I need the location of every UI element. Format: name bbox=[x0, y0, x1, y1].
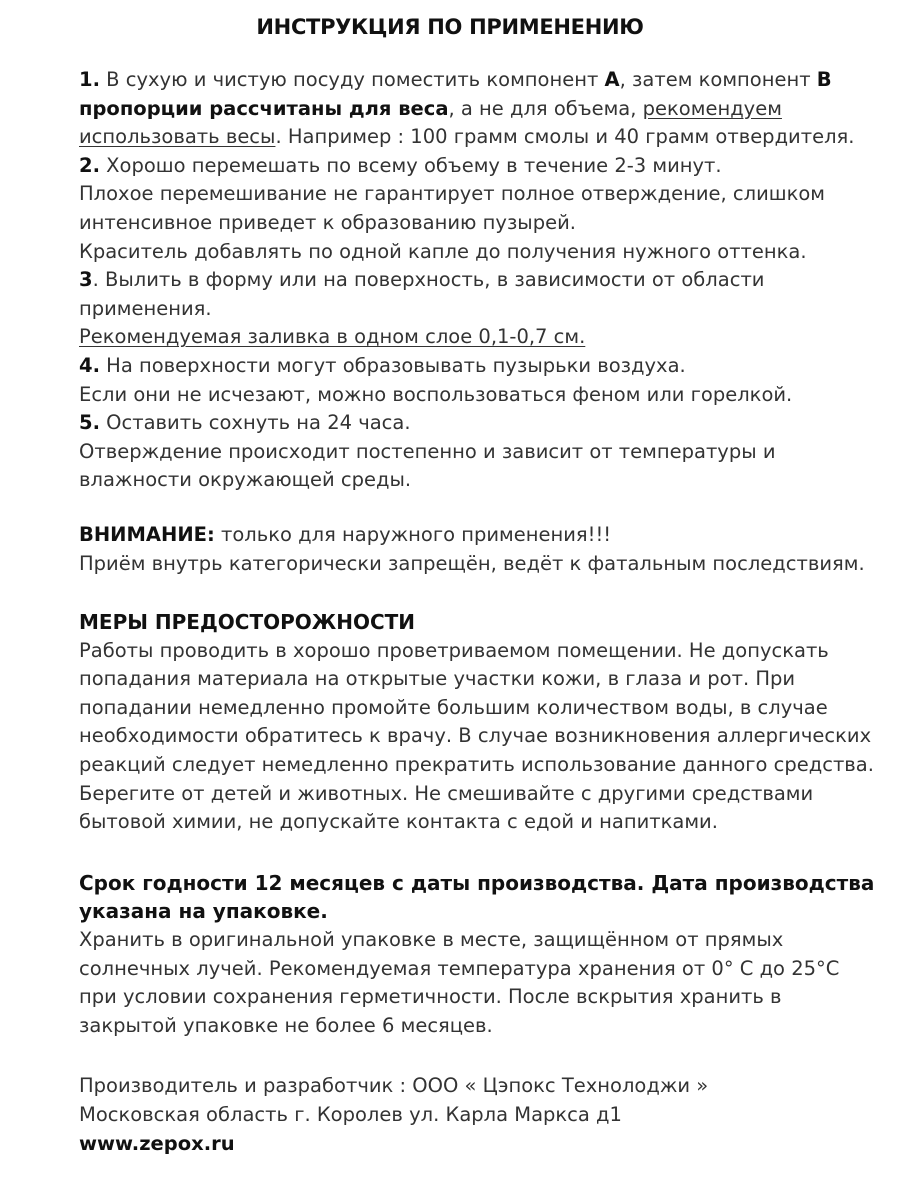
step-2 bbox=[79, 152, 879, 181]
precautions-text: Работы проводить в хорошо проветриваемом помещении. Не допускать попадания материала на открытые участки кожи, в глаза и рот. При попадании немедленно промойте большим количеством воды, в случае необходимости обратитесь к врачу. В случае возникновения аллергических реакций следует немедленно прекратить использование данного средства. Берегите от детей и животных. Не смешивайте с другими средствами бытовой химии, не допускайте контакта с едой и напитками. bbox=[79, 638, 874, 834]
storage-text: Хранить в оригинальной упаковке в месте, защищённом от прямых солнечных лучей. Рекомендуемая температура хранения от 0° С до 25°С при условии сохранения герметичности. После вскрытия хранить в закрытой упаковке не более 6 месяцев. bbox=[79, 928, 840, 1037]
spacer bbox=[79, 578, 879, 608]
step-2-text: Хорошо перемешать по всему объему в течение 2-3 минут. bbox=[99, 153, 722, 177]
step-5 bbox=[79, 409, 879, 438]
step-4-line-2: Если они не исчезают, можно воспользоваться феном или горелкой. bbox=[79, 382, 793, 406]
step-5-number: 5. bbox=[79, 411, 100, 435]
component-b-proportions: В пропорции рассчитаны для веса bbox=[79, 68, 832, 120]
step-3-number: 3 bbox=[79, 268, 93, 292]
step-3 bbox=[79, 266, 879, 323]
page-title: ИНСТРУКЦИЯ ПО ПРИМЕНЕНИЮ bbox=[256, 15, 644, 39]
warning-label: ВНИМАНИЕ: bbox=[79, 522, 215, 546]
step-1 bbox=[79, 66, 879, 152]
manufacturer: Производитель и разработчик : ООО « Цэпокс Технолоджи » bbox=[79, 1074, 709, 1098]
spacer bbox=[79, 837, 879, 869]
step-2-number: 2. bbox=[79, 153, 100, 177]
step-3-text: . Вылить в форму или на поверхность, в зависимости от области применения. bbox=[79, 268, 765, 320]
step-1-number: 1. bbox=[79, 68, 100, 91]
address: Московская область г. Королев ул. Карла Маркса д1 bbox=[79, 1103, 622, 1126]
spacer bbox=[79, 495, 879, 521]
step-1-text-c: , а не для объема, bbox=[448, 96, 643, 120]
website-link[interactable]: www.zepox.ru bbox=[79, 1131, 235, 1155]
step-4-text: На поверхности могут образовывать пузырьки воздуха. bbox=[99, 353, 686, 377]
step-4-number: 4. bbox=[79, 353, 100, 377]
recommend-scales: рекомендуем использовать весы bbox=[79, 96, 782, 149]
warning-line-2: Приём внутрь категорически запрещён, ведёт к фатальным последствиям. bbox=[79, 551, 865, 575]
step-3-note: Рекомендуемая заливка в одном слое 0,1-0,7 см. bbox=[79, 325, 586, 349]
warning-text: только для наружного применения!!! bbox=[214, 522, 612, 546]
spacer bbox=[79, 1040, 879, 1072]
instruction-body bbox=[79, 66, 879, 1158]
warning bbox=[79, 521, 879, 550]
shelf-life-heading: Срок годности 12 месяцев с даты производства. Дата производства указана на упаковке. bbox=[79, 870, 875, 924]
step-1-text-b: , затем компонент bbox=[619, 68, 817, 91]
step-4 bbox=[79, 352, 879, 381]
step-5-text: Оставить сохнуть на 24 часа. bbox=[99, 411, 411, 435]
precautions-heading: МЕРЫ ПРЕДОСТОРОЖНОСТИ bbox=[79, 610, 416, 635]
step-1-text-d: . Например : 100 грамм смолы и 40 грамм отвердителя. bbox=[275, 125, 855, 149]
step-1-text-a: В сухую и чистую посуду поместить компонент bbox=[99, 68, 605, 91]
step-5-line-2: Отверждение происходит постепенно и зависит от температуры и влажности окружающей среды. bbox=[79, 439, 776, 492]
step-2-line-3: Краситель добавлять по одной капле до получения нужного оттенка. bbox=[79, 239, 807, 263]
step-2-line-2: Плохое перемешивание не гарантирует полное отверждение, слишком интенсивное приведет к образованию пузырей. bbox=[79, 182, 826, 234]
component-a: А bbox=[604, 68, 620, 91]
